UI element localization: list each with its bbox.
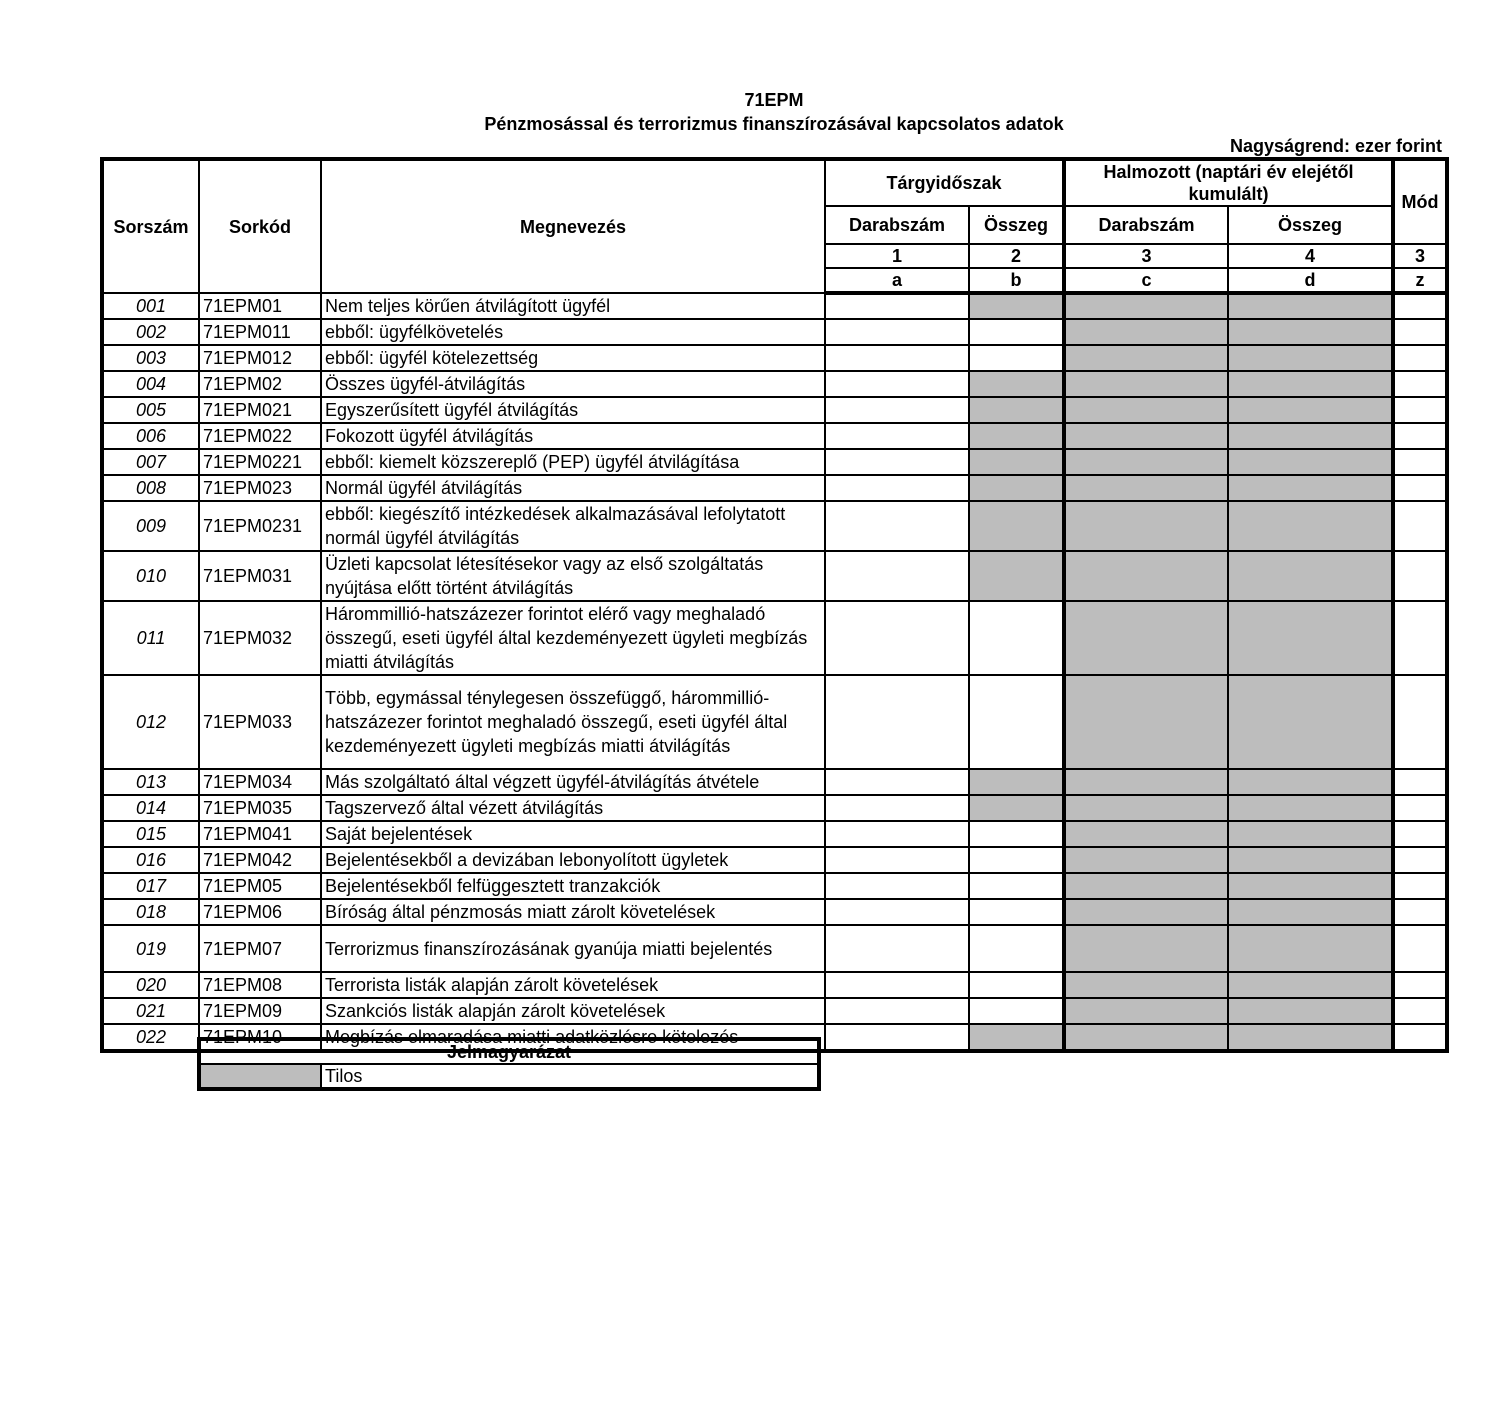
col-letter-b: b [969, 268, 1064, 293]
table-body [102, 293, 1447, 1051]
row-number: 009 [102, 501, 199, 551]
row-code: 71EPM10 [199, 1024, 321, 1051]
cell-darabszam-period[interactable] [825, 449, 969, 475]
col-num-1: 1 [825, 244, 969, 268]
table-row [102, 475, 1447, 501]
col-num-mod: 3 [1393, 244, 1447, 268]
header-mod: Mód [1393, 159, 1447, 244]
row-number: 020 [102, 972, 199, 998]
cell-darabszam-cumulative [1064, 345, 1228, 371]
cell-osszeg-cumulative [1228, 449, 1393, 475]
cell-osszeg-period [969, 423, 1064, 449]
data-table [100, 157, 1449, 1053]
row-description: Szankciós listák alapján zárolt követelések [321, 998, 825, 1024]
cell-mod[interactable] [1393, 998, 1447, 1024]
table-row [102, 449, 1447, 475]
row-code: 71EPM022 [199, 423, 321, 449]
row-code: 71EPM0231 [199, 501, 321, 551]
cell-darabszam-period[interactable] [825, 899, 969, 925]
cell-mod[interactable] [1393, 397, 1447, 423]
col-letter-c: c [1064, 268, 1228, 293]
cell-mod[interactable] [1393, 972, 1447, 998]
cell-osszeg-period[interactable] [969, 972, 1064, 998]
row-code: 71EPM012 [199, 345, 321, 371]
cell-darabszam-period[interactable] [825, 1024, 969, 1051]
cell-osszeg-cumulative [1228, 371, 1393, 397]
cell-darabszam-period[interactable] [825, 371, 969, 397]
row-description: Összes ügyfél-átvilágítás [321, 371, 825, 397]
row-code: 71EPM09 [199, 998, 321, 1024]
table-row [102, 972, 1447, 998]
row-number: 010 [102, 551, 199, 601]
cell-osszeg-cumulative [1228, 293, 1393, 319]
cell-darabszam-period[interactable] [825, 769, 969, 795]
header-sorszam: Sorszám [102, 159, 199, 293]
cell-osszeg-cumulative [1228, 475, 1393, 501]
header-osszeg-2: Összeg [1228, 206, 1393, 244]
header-darabszam-2: Darabszám [1064, 206, 1228, 244]
cell-darabszam-cumulative [1064, 769, 1228, 795]
cell-osszeg-period[interactable] [969, 319, 1064, 345]
table-row [102, 998, 1447, 1024]
row-description: Saját bejelentések [321, 821, 825, 847]
row-description: Normál ügyfél átvilágítás [321, 475, 825, 501]
row-code: 71EPM07 [199, 925, 321, 972]
cell-darabszam-cumulative [1064, 925, 1228, 972]
cell-osszeg-cumulative [1228, 601, 1393, 675]
row-code: 71EPM031 [199, 551, 321, 601]
cell-darabszam-cumulative [1064, 998, 1228, 1024]
row-code: 71EPM041 [199, 821, 321, 847]
cell-mod[interactable] [1393, 675, 1447, 769]
cell-darabszam-period[interactable] [825, 925, 969, 972]
table-row [102, 551, 1447, 601]
row-description: Terrorizmus finanszírozásának gyanúja miatti bejelentés [321, 925, 825, 972]
row-description: Tagszervező által vézett átvilágítás [321, 795, 825, 821]
row-number: 001 [102, 293, 199, 319]
report-title: Pénzmosással és terrorizmus finanszírozásával kapcsolatos adatok [484, 114, 1064, 134]
table-row [102, 925, 1447, 972]
row-description: Megbízás elmaradása miatti adatközlésre kötelezés [321, 1024, 825, 1051]
cell-darabszam-period[interactable] [825, 795, 969, 821]
table-row [102, 501, 1447, 551]
cell-osszeg-period[interactable] [969, 873, 1064, 899]
row-number: 005 [102, 397, 199, 423]
table-row [102, 423, 1447, 449]
cell-osszeg-cumulative [1228, 821, 1393, 847]
row-number: 017 [102, 873, 199, 899]
cell-mod[interactable] [1393, 449, 1447, 475]
cell-darabszam-cumulative [1064, 551, 1228, 601]
cell-darabszam-period[interactable] [825, 601, 969, 675]
cell-darabszam-cumulative [1064, 293, 1228, 319]
cell-mod[interactable] [1393, 847, 1447, 873]
cell-mod[interactable] [1393, 899, 1447, 925]
cell-osszeg-period [969, 769, 1064, 795]
cell-osszeg-period [969, 293, 1064, 319]
table-row [102, 873, 1447, 899]
cell-osszeg-period[interactable] [969, 998, 1064, 1024]
row-number: 019 [102, 925, 199, 972]
row-number: 015 [102, 821, 199, 847]
cell-darabszam-cumulative [1064, 821, 1228, 847]
cell-osszeg-cumulative [1228, 769, 1393, 795]
header-sorkod: Sorkód [199, 159, 321, 293]
cell-darabszam-cumulative [1064, 371, 1228, 397]
cell-osszeg-period[interactable] [969, 899, 1064, 925]
cell-osszeg-cumulative [1228, 847, 1393, 873]
cell-mod[interactable] [1393, 423, 1447, 449]
cell-darabszam-cumulative [1064, 601, 1228, 675]
cell-darabszam-cumulative [1064, 423, 1228, 449]
table-row [102, 847, 1447, 873]
row-code: 71EPM02 [199, 371, 321, 397]
cell-darabszam-period[interactable] [825, 501, 969, 551]
cell-osszeg-cumulative [1228, 873, 1393, 899]
cell-osszeg-period[interactable] [969, 675, 1064, 769]
unit-label: Nagyságrend: ezer forint [1229, 136, 1442, 156]
row-description: Más szolgáltató által végzett ügyfél-átvilágítás átvétele [321, 769, 825, 795]
cell-osszeg-period [969, 449, 1064, 475]
cell-osszeg-period [969, 1024, 1064, 1051]
cell-darabszam-period[interactable] [825, 998, 969, 1024]
cell-mod[interactable] [1393, 551, 1447, 601]
cell-osszeg-period[interactable] [969, 345, 1064, 371]
cell-osszeg-cumulative [1228, 423, 1393, 449]
row-code: 71EPM023 [199, 475, 321, 501]
header-megnevezes: Megnevezés [321, 159, 825, 293]
row-number: 012 [102, 675, 199, 769]
cell-mod[interactable] [1393, 319, 1447, 345]
row-description: Bejelentésekből a devizában lebonyolított ügyletek [321, 847, 825, 873]
cell-osszeg-period [969, 795, 1064, 821]
row-description: Hárommillió-hatszázezer forintot elérő vagy meghaladó összegű, eseti ügyfél által kezdeményezett ügyleti megbízás miatti átvilágítás [321, 601, 825, 675]
cell-osszeg-period [969, 371, 1064, 397]
row-description: Bíróság által pénzmosás miatt zárolt követelések [321, 899, 825, 925]
row-number: 021 [102, 998, 199, 1024]
table-row [102, 899, 1447, 925]
cell-darabszam-period[interactable] [825, 972, 969, 998]
cell-mod[interactable] [1393, 873, 1447, 899]
row-number: 003 [102, 345, 199, 371]
cell-osszeg-cumulative [1228, 501, 1393, 551]
row-code: 71EPM034 [199, 769, 321, 795]
cell-osszeg-cumulative [1228, 972, 1393, 998]
cell-mod[interactable] [1393, 371, 1447, 397]
row-description: Terrorista listák alapján zárolt követelések [321, 972, 825, 998]
cell-osszeg-period [969, 475, 1064, 501]
row-code: 71EPM05 [199, 873, 321, 899]
cell-darabszam-period[interactable] [825, 873, 969, 899]
row-number: 006 [102, 423, 199, 449]
cell-darabszam-cumulative [1064, 449, 1228, 475]
cell-osszeg-cumulative [1228, 551, 1393, 601]
row-number: 008 [102, 475, 199, 501]
legend-swatch-gray [199, 1064, 321, 1089]
table-row [102, 345, 1447, 371]
cell-osszeg-period [969, 551, 1064, 601]
cell-darabszam-cumulative [1064, 899, 1228, 925]
cell-darabszam-cumulative [1064, 795, 1228, 821]
cell-mod[interactable] [1393, 293, 1447, 319]
cell-osszeg-period [969, 397, 1064, 423]
cell-darabszam-cumulative [1064, 397, 1228, 423]
cell-darabszam-period[interactable] [825, 821, 969, 847]
row-number: 014 [102, 795, 199, 821]
row-number: 022 [102, 1024, 199, 1051]
row-number: 013 [102, 769, 199, 795]
cell-darabszam-period[interactable] [825, 345, 969, 371]
row-code: 71EPM06 [199, 899, 321, 925]
row-number: 002 [102, 319, 199, 345]
row-number: 016 [102, 847, 199, 873]
row-code: 71EPM035 [199, 795, 321, 821]
cell-darabszam-cumulative [1064, 475, 1228, 501]
col-letter-z: z [1393, 268, 1447, 293]
table-row [102, 293, 1447, 319]
col-letter-a: a [825, 268, 969, 293]
col-letter-d: d [1228, 268, 1393, 293]
table-row [102, 821, 1447, 847]
table-row [102, 675, 1447, 769]
row-description: Bejelentésekből felfüggesztett tranzakciók [321, 873, 825, 899]
cell-osszeg-cumulative [1228, 998, 1393, 1024]
cell-osszeg-cumulative [1228, 319, 1393, 345]
cell-mod[interactable] [1393, 925, 1447, 972]
cell-osszeg-cumulative [1228, 925, 1393, 972]
cell-mod[interactable] [1393, 345, 1447, 371]
table-row [102, 795, 1447, 821]
row-code: 71EPM011 [199, 319, 321, 345]
table-row [102, 319, 1447, 345]
col-num-2: 2 [969, 244, 1064, 268]
header-targyidoszak: Tárgyidőszak [825, 159, 1064, 206]
cell-darabszam-period[interactable] [825, 423, 969, 449]
table-row [102, 769, 1447, 795]
cell-osszeg-period [969, 501, 1064, 551]
row-code: 71EPM033 [199, 675, 321, 769]
legend-title: Jelmagyarázat [199, 1039, 819, 1064]
header-halmozott: Halmozott (naptári év elejétől kumulált) [1064, 159, 1393, 206]
cell-osszeg-cumulative [1228, 1024, 1393, 1051]
cell-mod[interactable] [1393, 795, 1447, 821]
row-description: ebből: kiemelt közszereplő (PEP) ügyfél átvilágítása [321, 449, 825, 475]
cell-mod[interactable] [1393, 501, 1447, 551]
row-description: ebből: ügyfélkövetelés [321, 319, 825, 345]
cell-darabszam-period[interactable] [825, 847, 969, 873]
row-description: Üzleti kapcsolat létesítésekor vagy az első szolgáltatás nyújtása előtt történt átvilágítás [321, 551, 825, 601]
cell-mod[interactable] [1393, 1024, 1447, 1051]
row-description: ebből: ügyfél kötelezettség [321, 345, 825, 371]
cell-darabszam-period[interactable] [825, 397, 969, 423]
row-code: 71EPM0221 [199, 449, 321, 475]
row-code: 71EPM08 [199, 972, 321, 998]
legend [197, 1037, 821, 1091]
cell-darabszam-cumulative [1064, 1024, 1228, 1051]
row-code: 71EPM042 [199, 847, 321, 873]
row-code: 71EPM01 [199, 293, 321, 319]
row-number: 018 [102, 899, 199, 925]
row-description: Több, egymással ténylegesen összefüggő, hárommillió-hatszázezer forintot meghaladó összegű, eseti ügyfél által kezdeményezett ügyleti megbízás miatti átvilágítás [321, 675, 825, 769]
header-osszeg-1: Összeg [969, 206, 1064, 244]
cell-darabszam-cumulative [1064, 501, 1228, 551]
row-number: 004 [102, 371, 199, 397]
table-row [102, 601, 1447, 675]
cell-darabszam-period[interactable] [825, 675, 969, 769]
cell-darabszam-period[interactable] [825, 475, 969, 501]
row-number: 011 [102, 601, 199, 675]
col-num-3: 3 [1064, 244, 1228, 268]
row-number: 007 [102, 449, 199, 475]
cell-darabszam-cumulative [1064, 972, 1228, 998]
cell-darabszam-period[interactable] [825, 293, 969, 319]
cell-darabszam-cumulative [1064, 675, 1228, 769]
cell-osszeg-cumulative [1228, 345, 1393, 371]
cell-mod[interactable] [1393, 601, 1447, 675]
cell-osszeg-period[interactable] [969, 601, 1064, 675]
row-description: Egyszerűsített ügyfél átvilágítás [321, 397, 825, 423]
cell-osszeg-period[interactable] [969, 847, 1064, 873]
cell-osszeg-period[interactable] [969, 925, 1064, 972]
row-code: 71EPM021 [199, 397, 321, 423]
table-row [102, 371, 1447, 397]
cell-darabszam-cumulative [1064, 319, 1228, 345]
legend-item-label: Tilos [321, 1064, 819, 1089]
cell-mod[interactable] [1393, 821, 1447, 847]
cell-mod[interactable] [1393, 769, 1447, 795]
cell-osszeg-period[interactable] [969, 821, 1064, 847]
table-row [102, 397, 1447, 423]
cell-darabszam-cumulative [1064, 873, 1228, 899]
row-description: Nem teljes körűen átvilágított ügyfél [321, 293, 825, 319]
cell-darabszam-cumulative [1064, 847, 1228, 873]
col-num-4: 4 [1228, 244, 1393, 268]
row-code: 71EPM032 [199, 601, 321, 675]
cell-osszeg-cumulative [1228, 675, 1393, 769]
row-description: ebből: kiegészítő intézkedések alkalmazásával lefolytatott normál ügyfél átvilágítás [321, 501, 825, 551]
cell-darabszam-period[interactable] [825, 551, 969, 601]
cell-mod[interactable] [1393, 475, 1447, 501]
cell-osszeg-cumulative [1228, 397, 1393, 423]
cell-osszeg-cumulative [1228, 795, 1393, 821]
report-code: 71EPM [744, 90, 804, 110]
header-darabszam-1: Darabszám [825, 206, 969, 244]
cell-darabszam-period[interactable] [825, 319, 969, 345]
row-description: Fokozott ügyfél átvilágítás [321, 423, 825, 449]
cell-osszeg-cumulative [1228, 899, 1393, 925]
